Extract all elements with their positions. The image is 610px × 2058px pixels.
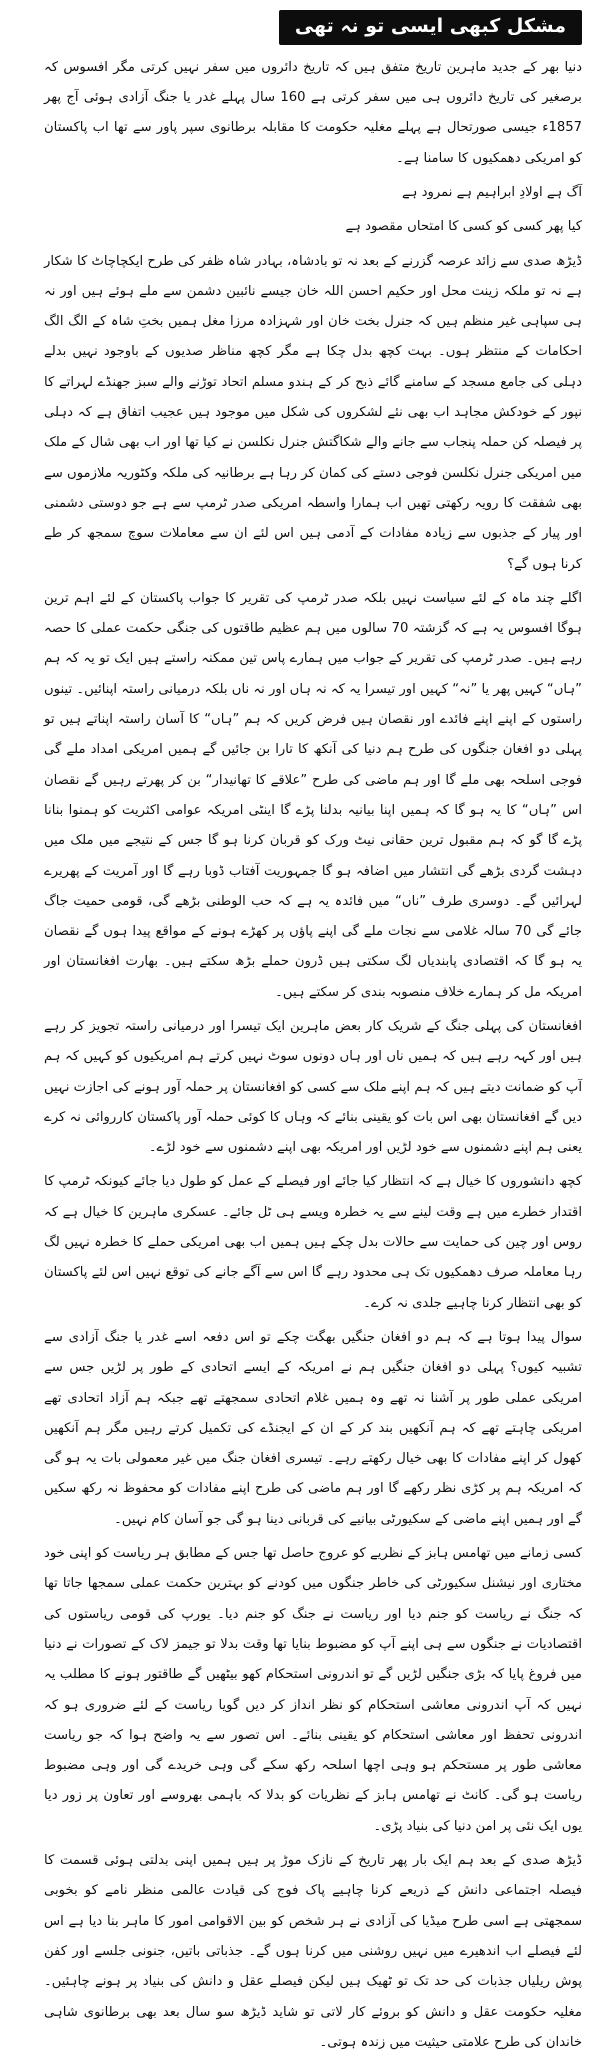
paragraph: کسی زمانے میں تھامس ہابز کے نظریے کو عروج حاصل تھا جس کے مطابق ہر ریاست کو اپنی خود مختاری اور نیشنل سکیورٹی کی خاطر جنگوں میں کودنے کو بہترین حکمت عملی سمجھا جاتا تھا کہ جنگ نے ریاست کو جنم دیا اور ریاست نے جنگ کو جنم دیا۔ یورپ کی قومی ریاستوں کی اقتصادیات نے جنگوں سے ہی اپنے آپ کو مضبوط بنایا تھا وقت بدلا تو جیمز لاک کے تصورات نے دنیا میں فروغ پایا کہ بڑی جنگیں لڑیں گے تو اندرونی استحکام کھو بیٹھیں گے طاقتور ہونے کا مطلب یہ نہیں کہ آپ اندرونی معاشی استحکام کو نظر انداز کر دیں گویا ریاست کے لئے ضروری ہو کہ اندرونی تحفظ اور معاشی استحکام کو یقینی بنائے۔ اس تصور سے یہ واضح ہوا کہ جو ریاست معاشی طور پر مستحکم ہو وہی اچھا اسلحہ رکھ سکے گی وہی خریدے گی اور وہی مضبوط ریاست ہو گی۔ کانٹ نے تھامس ہابز کے نظریات کو بدلا کہ باہمی بھروسے اور تعاون پر زور دیا یوں ایک نئی پر امن دنیا کی بنیاد پڑی۔	[44, 1546, 582, 1834]
paragraph: ڈیڑھ صدی سے زائد عرصہ گزرنے کے بعد نہ تو بادشاہ، بہادر شاہ ظفر کی طرح ایکچاچاٹ کا شکار ہے نہ تو ملکہ زینت محل اور حکیم احسن اللہ خان جیسے نائبین دشمن سے ملے ہوئے ہیں اور نہ ہی سپاہی غیر منظم ہیں کہ جنرل بخت خان اور شہزادہ مرزا مغل ہمیں بختِ شاہ کے الگ الگ احکامات کے منتظر ہوں۔ بہت کچھ بدل چکا ہے مگر کچھ مناظر صدیوں کے باوجود نہیں بدلے دہلی کی جامع مسجد کے سامنے گائے ذبح کر کے ہندو مسلم اتحاد توڑنے والے سبز جھنڈے لہراتے کا نپور کے خودکش مجاہد اب بھی نئے لشکروں کی شکل میں موجود ہیں عجیب اتفاق ہے کہ دہلی پر فیصلہ کن حملہ پنجاب سے جانے والے شکاگتش جنرل نکلسن نے کیا تھا اور اب بھی شال کے ملک میں امریکی جنرل نکلسن فوجی دستے کی کمان کر رہا ہے برطانیہ کی ملکہ وکٹوریہ ملازموں سے بھی شفقت کا رویہ رکھتی تھیں اب ہمارا واسطہ امریکی صدر ٹرمپ سے ہے جو دوستی دشمنی اور پیار کے جذبوں سے زیادہ مفادات کے آدمی ہیں اس لئے ان سے معاملات سوچ سمجھ کر طے کرنا ہوں گے؟	[44, 253, 582, 572]
paragraph: سوال پیدا ہوتا ہے کہ ہم دو افغان جنگیں بھگت چکے تو اس دفعہ اسے غدر یا جنگ آزادی سے تشبیہ کیوں؟ پہلی دو افغان جنگیں ہم نے امریکہ کے ایسے اتحادی کے طور پر لڑیں جس سے امریکی عملی طور پر آشنا نہ تھے وہ ہمیں غلام اتحادی سمجھتے تھے جبکہ ہم آزاد اتحادی تھے امریکی چاہتے تھے کہ ہم آنکھیں بند کر کے ان کے ایجنڈے کی تکمیل کرتے رہیں مگر ہم آنکھیں کھول کر اپنے مفادات کا بھی خیال رکھتے رہے۔ تیسری افغان جنگ میں غیر معمولی بات یہ ہو گی کہ امریکہ ہم پر کڑی نظر رکھے گا اور ہم ماضی کی طرح اپنے مفادات کو محفوظ نہ رکھ سکیں گے اور ہمیں اپنے ماضی کے سکیورٹی بیانیے کی قربانی دینا ہو گی جو آسان کام نہیں۔	[44, 1329, 582, 1527]
paragraph: اگلے چند ماہ کے لئے سیاست نہیں بلکہ صدر ٹرمپ کی تقریر کا جواب پاکستان کے لئے اہم ترین ہوگا افسوس یہ ہے کہ گزشتہ 70 سالوں میں ہم عظیم طاقتوں کی جنگی حکمت عملی کا حصہ رہے ہیں۔ صدر ٹرمپ کی تقریر کے جواب میں ہمارے پاس تین ممکنہ راستے ہیں ایک تو یہ کہ ہم ”ہاں“ کہیں پھر یا ”نہ“ کہیں اور تیسرا یہ کہ نہ ہاں اور نہ ناں بلکہ درمیانی راستہ اپنائیں۔ تینوں راستوں کے اپنے اپنے فائدے اور نقصان ہیں فرض کریں کہ ہم ”ہاں“ کا آسان راستہ اپناتے ہیں تو پہلی دو افغان جنگوں کی طرح ہم دنیا کی آنکھ کا تارا بن جائیں گے ہمیں امریکی امداد ملے گی فوجی اسلحہ بھی ملے گا اور ہم ماضی کی طرح ”علاقے کا تھانیدار“ بن کر پھرتے رہیں گے نقصان اس ”ہاں“ کا یہ ہو گا کہ ہمیں اپنا بیانیہ بدلنا پڑے گا اینٹی امریکہ عوامی اکثریت کو ہمنوا بنانا پڑے گا گو کہ ہم مقبول ترین حقانی نیٹ ورک کو قربان کرنا ہو گا جس کے نتیجے میں ملک میں دہشت گردی بڑھے گی انتشار میں اضافہ ہو گا جمہوریت آفتاب ڈوبا رہے گا اور آمریت کے پھریرے لہرائیں گے۔ دوسری طرف ”ناں“ میں فائدہ یہ ہے کہ حب الوطنی بڑھے گی، قومی حمیت جاگ جائے گی 70 سالہ غلامی سے نجات ملے گی اپنے پاؤں پر کھڑے ہونے کے مواقع پیدا ہوں گے نقصان یہ ہو گا کہ اقتصادی پابندیاں لگ سکتی ہیں ڈرون حملے بڑھ سکتے ہیں۔ بھارت افغانستان اور امریکہ مل کر ہمارے خلاف منصوبہ بندی کر سکتے ہیں۔	[44, 590, 582, 1000]
verse-line: آگ ہے اولادِ ابراہیم ہے نمرود ہے	[402, 184, 582, 200]
article-header	[44, 10, 582, 45]
paragraph: کچھ دانشوروں کا خیال ہے کہ انتظار کیا جائے اور فیصلے کے عمل کو طول دیا جائے کیونکہ ٹرمپ کا اقتدار خطرے میں ہے وقت لینے سے یہ خطرہ ویسے ہی ٹل جائے۔ عسکری ماہرین کا خیال ہے کہ روس اور چین کی حمایت سے حالات بدل چکے ہیں ہمیں اب بھی امریکی حملے کا خطرہ نہیں لگ رہا معاملہ صرف دھمکیوں تک ہی محدود رہے گا اس سے آگے جانے کی توقع نہیں اس لئے پاکستان کو بھی انتظار کرنا چاہیے جلدی نہ کرے۔	[44, 1174, 582, 1311]
article-title: مشکل کبھی ایسی تو نہ تھی	[279, 10, 582, 45]
paragraph: ڈیڑھ صدی کے بعد ہم ایک بار پھر تاریخ کے نازک موڑ پر ہیں ہمیں اپنی بدلتی ہوئی قسمت کا فیصلہ اجتماعی دانش کے ذریعے کرنا چاہیے پاک فوج کی قیادت عالمی منظر نامے کو بخوبی سمجھتی ہے اسی طرح میڈیا کی آزادی نے ہر شخص کو بین الاقوامی امور کا ماہر بنا دیا ہے اس لئے فیصلے اب اندھیرے میں نہیں روشنی میں کرنا ہوں گے۔ جذباتی باتیں، جنونی جلسے اور کفن پوش ریلیاں جذبات کی حد تک تو ٹھیک ہیں لیکن فیصلے عقل و دانش کی بنیاد پر ہونے چاہئیں۔ مغلیہ حکومت عقل و دانش کو بروئے کار لاتی تو شاید ڈیڑھ سو سال بعد بھی برطانوی شاہی خاندان کی طرح علامتی حیثیت میں زندہ ہوتی۔	[44, 1853, 582, 2050]
verse-line: کیا پھر کسی کو کسی کا امتحاں مقصود ہے	[345, 219, 582, 235]
paragraph: افغانستان کی پہلی جنگ کے شریک کار بعض ماہرین ایک تیسرا اور درمیانی راستہ تجویز کر رہے ہیں اور کہہ رہے ہیں کہ ہمیں ناں اور ہاں دونوں سوٹ نہیں کرتے ہم امریکیوں کو کہیں کہ ہم آپ کو ضمانت دیتے ہیں کہ ہم اپنے ملک سے کسی کو افغانستان پر حملہ آور ہونے کی اجازت نہیں دیں گے افغانستان بھی اس بات کو یقینی بنائے کہ وہاں کا کوئی حملہ آور پاکستان کارروائی نہ کرے یعنی ہم اپنے دشمنوں سے خود لڑیں اور امریکہ بھی اپنے دشمنوں سے خود لڑے۔	[44, 1019, 582, 1156]
paragraph: دنیا بھر کے جدید ماہرین تاریخ متفق ہیں کہ تاریخ دائروں میں سفر نہیں کرتی مگر افسوس کہ برصغیر کی تاریخ دائروں ہی میں سفر کرتی ہے 160 سال پہلے غدر یا جنگ آزادی ہوئی آج پھر 1857ء جیسی صورتحال ہے پہلے مغلیہ حکومت کا مقابلہ برطانوی سپر پاور سے تھا اب پاکستان کو امریکی دھمکیوں کا سامنا ہے۔	[44, 59, 582, 166]
article-body	[44, 53, 582, 2058]
